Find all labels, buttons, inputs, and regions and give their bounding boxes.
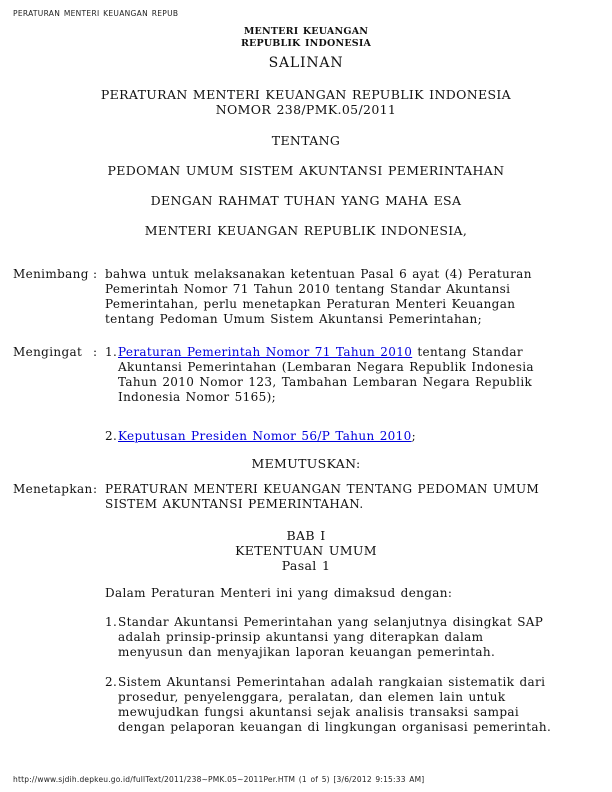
text-after-link: tentang Standar — [412, 345, 523, 359]
mengingat-item-2-text — [118, 429, 577, 444]
regulation-title-block — [0, 87, 612, 117]
regulation-number: NOMOR 238/PMK.05/2011 — [215, 102, 397, 117]
text-line: Sistem Akuntansi Pemerintahan adalah rangkaian sistematik dari — [118, 675, 546, 689]
mengingat-item-1-text — [118, 345, 577, 405]
list-item-number: 1. — [105, 345, 118, 359]
bab-heading: BAB I — [286, 528, 326, 543]
print-header-title: PERATURAN MENTERI KEUANGAN REPUB — [13, 9, 179, 18]
menimbang-text — [105, 267, 577, 327]
list-item-number: 2. — [105, 429, 118, 443]
text-line: mewujudkan fungsi akuntansi sejak analisis transaksi sampai — [118, 705, 520, 719]
menimbang-colon: : — [93, 267, 98, 281]
text-line: Standar Akuntansi Pemerintahan yang selanjutnya disingkat SAP — [118, 615, 544, 629]
list-item-number: 1. — [105, 615, 118, 629]
regulation-link-pp-71-2010[interactable]: Peraturan Pemerintah Nomor 71 Tahun 2010 — [118, 345, 413, 359]
regulation-link-keppres-56p-2010[interactable]: Keputusan Presiden Nomor 56/P Tahun 2010 — [118, 429, 412, 443]
mengingat-clause — [0, 345, 612, 444]
menetapkan-label: Menetapkan — [13, 482, 93, 496]
invocation-line: DENGAN RAHMAT TUHAN YANG MAHA ESA — [150, 193, 462, 208]
text-line — [118, 345, 577, 360]
pasal1-list — [105, 615, 577, 735]
pasal-heading: Pasal 1 — [281, 558, 331, 573]
pasal1-item-1-text — [118, 615, 577, 660]
mengingat-label: Mengingat — [13, 345, 83, 359]
menetapkan-text — [105, 482, 577, 512]
subject-heading: PEDOMAN UMUM SISTEM AKUNTANSI PEMERINTAHAN — [107, 163, 505, 178]
mengingat-item-1 — [105, 345, 577, 405]
text-line: Pemerintahan, perlu menetapkan Peraturan Menteri Keuangan — [105, 297, 516, 311]
text-line: adalah prinsip-prinsip akuntansi yang diterapkan dalam — [118, 630, 484, 644]
pasal1-item-1 — [105, 615, 577, 660]
text-line: menyusun dan menyajikan laporan keuangan pemerintah. — [118, 645, 496, 659]
text-after-link: ; — [411, 429, 417, 443]
print-footer — [13, 772, 424, 787]
authority-line: MENTERI KEUANGAN REPUBLIK INDONESIA, — [144, 223, 468, 238]
mengingat-item-2 — [105, 429, 577, 444]
menetapkan-clause — [0, 482, 612, 512]
mengingat-list — [105, 345, 577, 444]
regulation-title: PERATURAN MENTERI KEUANGAN REPUBLIK INDONESIA — [100, 87, 512, 102]
copy-status-label: SALINAN — [268, 55, 344, 71]
menetapkan-colon: : — [93, 482, 98, 496]
letterhead-line-ministry: MENTERI KEUANGAN — [243, 26, 369, 37]
pasal1-intro: Dalam Peraturan Menteri ini yang dimaksud dengan: — [105, 586, 453, 600]
page-indicator: (1 of 5) — [295, 775, 330, 784]
memutuskan-heading: MEMUTUSKAN: — [251, 456, 361, 471]
text-line: dengan pelaporan keuangan di lingkungan organisasi pemerintah. — [118, 720, 552, 734]
letterhead-line-republic: REPUBLIK INDONESIA — [240, 37, 372, 49]
text-line — [118, 429, 577, 444]
tentang-heading: TENTANG — [271, 133, 341, 148]
text-line: PERATURAN MENTERI KEUANGAN TENTANG PEDOMAN UMUM — [105, 482, 540, 496]
print-footer-url: http://www.sjdih.depkeu.go.id/fullText/2011/238~PMK.05~2011Per.HTM — [13, 775, 296, 784]
text-line: Tahun 2010 Nomor 123, Tambahan Lembaran Negara Republik — [118, 375, 533, 389]
text-line: tentang Pedoman Umum Sistem Akuntansi Pemerintahan; — [105, 312, 483, 326]
text-line: SISTEM AKUNTANSI PEMERINTAHAN. — [105, 497, 364, 511]
text-line: bahwa untuk melaksanakan ketentuan Pasal 6 ayat (4) Peraturan — [105, 267, 532, 281]
bab-heading-block — [0, 528, 612, 573]
text-line: prosedur, penyelenggara, peralatan, dan elemen lain untuk — [118, 690, 506, 704]
pasal1-item-2-text — [118, 675, 577, 735]
mengingat-colon: : — [93, 345, 98, 359]
text-line: Pemerintah Nomor 71 Tahun 2010 tentang Standar Akuntansi — [105, 282, 511, 296]
list-item-number: 2. — [105, 675, 118, 689]
menimbang-label: Menimbang — [13, 267, 89, 281]
print-timestamp: [3/6/2012 9:15:33 AM] — [329, 775, 425, 784]
text-line: Indonesia Nomor 5165); — [118, 390, 277, 404]
pasal1-item-2 — [105, 675, 577, 735]
menimbang-clause — [0, 267, 612, 327]
text-line: Akuntansi Pemerintahan (Lembaran Negara Republik Indonesia — [118, 360, 534, 374]
bab-title: KETENTUAN UMUM — [235, 543, 377, 558]
